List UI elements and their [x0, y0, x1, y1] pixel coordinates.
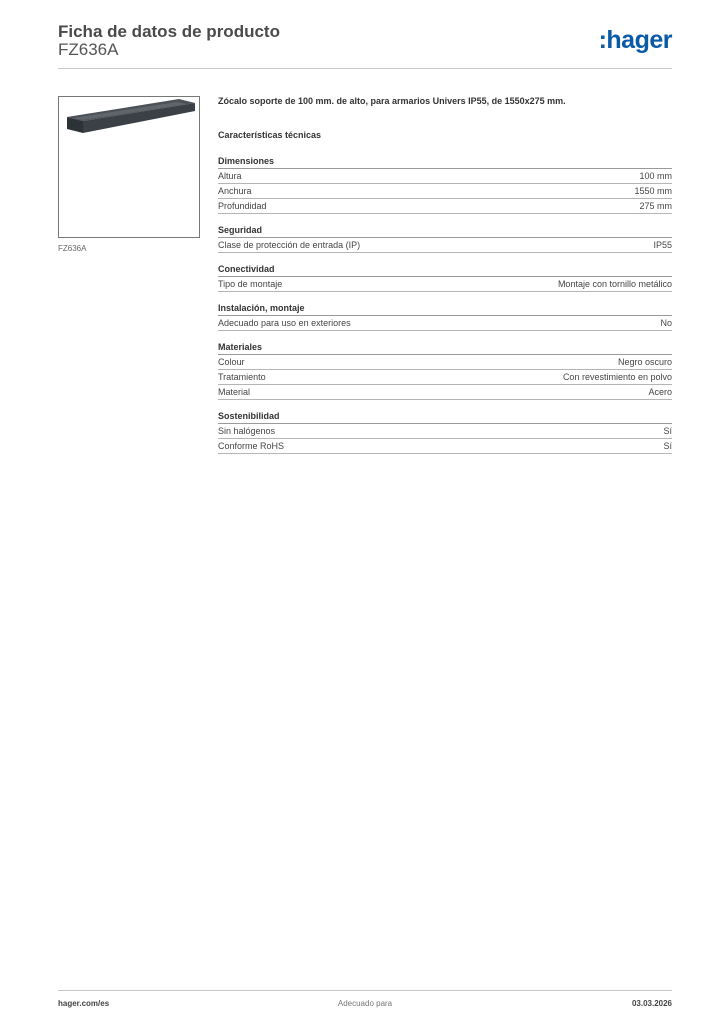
spec-row	[218, 169, 672, 184]
spec-value: Negro oscuro	[617, 357, 672, 367]
section-instalación-montaje	[218, 302, 672, 331]
section-title: Materiales	[218, 341, 672, 355]
logo-text: hager	[606, 26, 672, 54]
spec-row	[218, 439, 672, 454]
section-title: Sostenibilidad	[218, 410, 672, 424]
spec-value: 275 mm	[639, 201, 672, 211]
spec-row	[218, 385, 672, 400]
image-caption: FZ636A	[58, 244, 87, 253]
spec-value: 1550 mm	[634, 186, 672, 196]
section-sostenibilidad	[218, 410, 672, 454]
section-materiales	[218, 341, 672, 400]
spec-value: Montaje con tornillo metálico	[557, 279, 672, 289]
footer-website-link[interactable]: hager.com/es	[58, 999, 110, 1008]
spec-row	[218, 355, 672, 370]
spec-label: Sin halógenos	[218, 426, 276, 436]
spec-label: Tipo de montaje	[218, 279, 283, 289]
footer-center-text: Adecuado para	[337, 999, 393, 1008]
spec-row	[218, 199, 672, 214]
spec-label: Conforme RoHS	[218, 441, 285, 451]
hager-logo[interactable]	[599, 26, 672, 55]
spec-value: Acero	[648, 387, 672, 397]
spec-row	[218, 238, 672, 253]
spec-value: 100 mm	[639, 171, 672, 181]
spec-label: Clase de protección de entrada (IP)	[218, 240, 361, 250]
product-details	[218, 95, 672, 454]
page-footer	[58, 990, 672, 1013]
product-image	[58, 96, 200, 238]
spec-label: Altura	[218, 171, 242, 181]
spec-label: Colour	[218, 357, 245, 367]
product-plinth-image	[59, 97, 199, 237]
section-title: Seguridad	[218, 224, 672, 238]
section-conectividad	[218, 263, 672, 292]
spec-row	[218, 370, 672, 385]
spec-value: Sí	[663, 426, 672, 436]
spec-row	[218, 316, 672, 331]
page-header	[58, 20, 672, 69]
section-title: Dimensiones	[218, 155, 672, 169]
spec-row	[218, 184, 672, 199]
spec-label: Anchura	[218, 186, 252, 196]
spec-row	[218, 277, 672, 292]
spec-label: Adecuado para uso en exteriores	[218, 318, 351, 328]
spec-label: Material	[218, 387, 251, 397]
spec-value: IP55	[653, 240, 672, 250]
technical-characteristics-heading: Características técnicas	[218, 130, 322, 140]
characteristics-sections	[218, 155, 672, 454]
logo-colon-icon: :	[598, 26, 607, 54]
spec-value: Con revestimiento en polvo	[562, 372, 672, 382]
section-dimensiones	[218, 155, 672, 214]
section-seguridad	[218, 224, 672, 253]
section-title: Conectividad	[218, 263, 672, 277]
spec-label: Tratamiento	[218, 372, 266, 382]
product-code: FZ636A	[58, 40, 119, 59]
spec-value: No	[660, 318, 672, 328]
footer-date: 03.03.2026	[631, 999, 672, 1008]
spec-row	[218, 424, 672, 439]
document-title: Ficha de datos de producto	[58, 22, 280, 41]
product-description: Zócalo soporte de 100 mm. de alto, para armarios Univers IP55, de 1550x275 mm.	[218, 96, 566, 106]
spec-value: Sí	[663, 441, 672, 451]
spec-label: Profundidad	[218, 201, 267, 211]
section-title: Instalación, montaje	[218, 302, 672, 316]
